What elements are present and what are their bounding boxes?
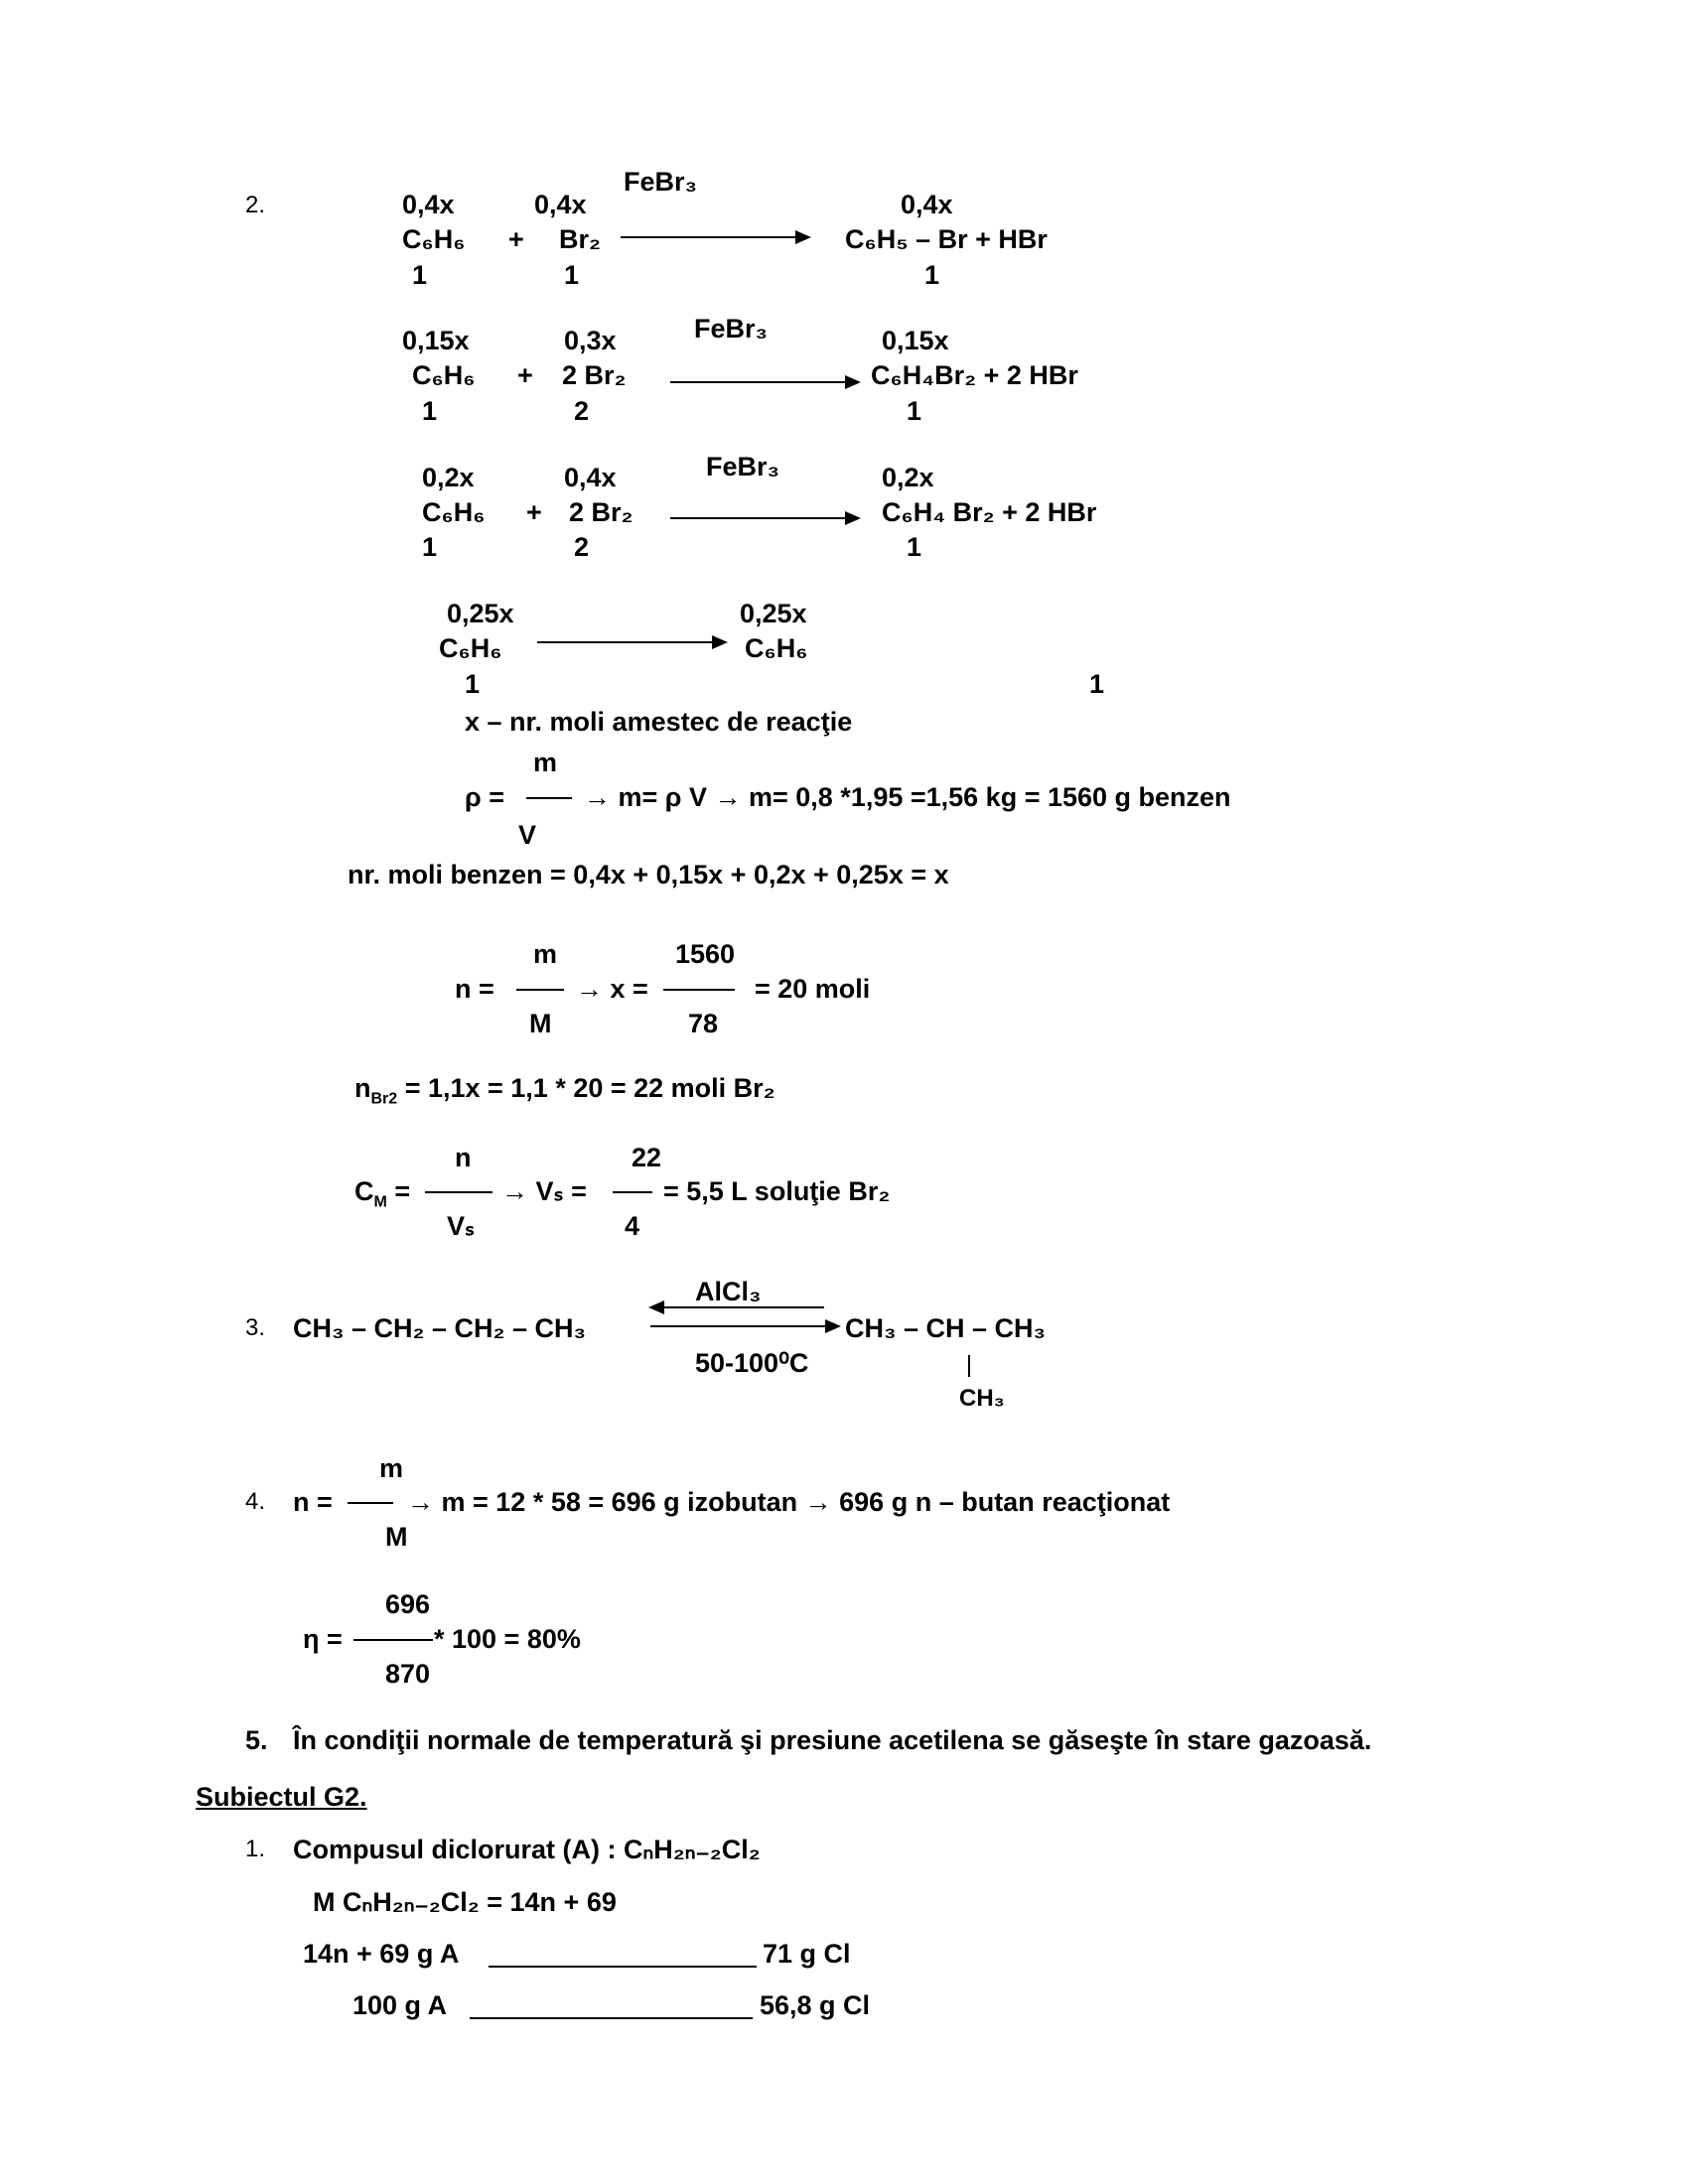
- r2-benzene: C₆H₆: [412, 360, 476, 390]
- cm-numerator-n: n: [455, 1143, 472, 1172]
- r3-catalyst: FeBr₃: [706, 452, 779, 481]
- r1-benzene: C₆H₆: [402, 224, 466, 254]
- isomerization-conditions: 50-100⁰C: [695, 1348, 809, 1378]
- r2-moles-br2: 0,3x: [564, 326, 617, 355]
- r3-br2: 2 Br₂: [569, 497, 633, 527]
- r2-coef-product: 1: [907, 396, 922, 426]
- eta-denominator: 870: [385, 1659, 431, 1689]
- g2-line-4-blank: [470, 2017, 753, 2019]
- item-number-2: 2.: [245, 192, 266, 218]
- r3-moles-product: 0,2x: [882, 463, 934, 492]
- r2-product: C₆H₄Br₂ + 2 HBr: [871, 360, 1078, 390]
- r3-reaction-arrow: [670, 517, 859, 519]
- n-middle: → x =: [576, 974, 648, 1004]
- r3-plus: +: [526, 497, 542, 527]
- r2-catalyst: FeBr₃: [694, 314, 768, 343]
- eta-numerator: 696: [385, 1589, 431, 1619]
- item4-denominator-M: M: [385, 1522, 408, 1552]
- r3-coef-br2: 2: [574, 532, 590, 562]
- cm-fraction-bar-1: [425, 1191, 492, 1193]
- cm-fraction-bar-2: [613, 1191, 652, 1193]
- g2-line-3-blank: [489, 1966, 757, 1968]
- g2-item-number-1: 1.: [245, 1836, 266, 1862]
- item4-rest: → m = 12 * 58 = 696 g izobutan → 696 g n – butan reacţionat: [407, 1487, 1171, 1517]
- r1-br2: Br₂: [559, 224, 602, 254]
- r4-moles-product: 0,25x: [740, 599, 807, 628]
- n-fraction-bar-2: [663, 989, 735, 991]
- r2-coef-benzene: 1: [422, 396, 438, 426]
- isomerization-branch: CH₃: [959, 1385, 1005, 1412]
- r1-moles-br2: 0,4x: [534, 190, 587, 219]
- r1-coef-br2: 1: [564, 260, 580, 290]
- item4-numerator-m: m: [379, 1453, 404, 1483]
- n-denominator-78: 78: [688, 1009, 719, 1038]
- isomerization-product: CH₃ – CH – CH₃: [845, 1313, 1046, 1343]
- g2-line-4-right: 56,8 g Cl: [760, 1990, 871, 2020]
- n-numerator-1560: 1560: [675, 939, 736, 969]
- g2-line-4-left: 100 g A: [352, 1990, 448, 2020]
- item5-text: În condiţii normale de temperatură şi presiune acetilena se găseşte în stare gazoasă.: [293, 1725, 1372, 1755]
- isomerization-catalyst: AlCl₃: [695, 1277, 762, 1306]
- rho-numerator: m: [533, 748, 558, 777]
- r3-product: C₆H₄ Br₂ + 2 HBr: [882, 497, 1097, 527]
- r4-coef-product: 1: [1089, 669, 1105, 699]
- g2-line-1: Compusul diclorurat (A) : CₙH₂ₙ₋₂Cl₂: [293, 1835, 761, 1864]
- cm-numerator-22: 22: [632, 1143, 662, 1172]
- forward-arrow: [650, 1325, 839, 1327]
- g2-line-3-left: 14n + 69 g A: [303, 1939, 460, 1969]
- r2-plus: +: [517, 360, 533, 390]
- benzene-moles-sum: nr. moli benzen = 0,4x + 0,15x + 0,2x + 0,25x = x: [348, 860, 949, 889]
- r1-plus: +: [508, 224, 524, 254]
- r1-product: C₆H₅ – Br + HBr: [845, 224, 1048, 254]
- eta-rest: * 100 = 80%: [434, 1624, 581, 1654]
- reverse-arrow: [650, 1306, 824, 1308]
- item4-lhs: n =: [293, 1487, 333, 1517]
- r3-coef-product: 1: [907, 532, 922, 562]
- r1-moles-product: 0,4x: [901, 190, 953, 219]
- g2-line-2: M CₙH₂ₙ₋₂Cl₂ = 14n + 69: [313, 1887, 617, 1917]
- r2-br2: 2 Br₂: [562, 360, 627, 390]
- cm-lhs: $C_M$ =: [354, 1176, 411, 1211]
- isomerization-reactant: CH₃ – CH₂ – CH₂ – CH₃: [293, 1313, 587, 1343]
- eta-fraction-bar: [353, 1639, 433, 1641]
- r4-benzene: C₆H₆: [439, 633, 502, 663]
- r3-coef-benzene: 1: [422, 532, 438, 562]
- r1-catalyst: FeBr₃: [624, 167, 697, 197]
- n-fraction-bar-1: [516, 989, 564, 991]
- r4-coef-benzene: 1: [465, 669, 481, 699]
- rho-lhs: ρ =: [465, 782, 504, 812]
- r4-moles-benzene: 0,25x: [447, 599, 514, 628]
- item-number-4: 4.: [245, 1488, 266, 1515]
- item-number-3: 3.: [245, 1314, 266, 1341]
- n-numerator-m: m: [533, 939, 558, 969]
- r1-coef-benzene: 1: [412, 260, 428, 290]
- cm-denominator-vs: Vₛ: [447, 1211, 476, 1241]
- r2-reaction-arrow: [670, 381, 859, 383]
- r1-moles-benzene: 0,4x: [402, 190, 455, 219]
- r2-coef-br2: 2: [574, 396, 590, 426]
- item-number-5: 5.: [245, 1725, 268, 1755]
- r2-moles-benzene: 0,15x: [402, 326, 470, 355]
- r2-moles-product: 0,15x: [882, 326, 949, 355]
- r4-reaction-arrow: [537, 641, 726, 643]
- r4-product: C₆H₆: [745, 633, 808, 663]
- r1-reaction-arrow: [621, 236, 809, 238]
- n-result: = 20 moli: [755, 974, 871, 1004]
- rho-rest: → m= ρ V → m= 0,8 *1,95 =1,56 kg = 1560 g benzen: [584, 782, 1231, 812]
- n-lhs: n =: [455, 974, 494, 1004]
- g2-heading: Subiectul G2.: [196, 1782, 367, 1812]
- r3-moles-br2: 0,4x: [564, 463, 617, 492]
- r1-coef-product: 1: [924, 260, 940, 290]
- r3-moles-benzene: 0,2x: [422, 463, 475, 492]
- g2-line-3-right: 71 g Cl: [763, 1939, 851, 1969]
- cm-middle: → Vₛ =: [501, 1176, 587, 1206]
- cm-denominator-4: 4: [625, 1211, 640, 1241]
- nbr2-line: $n_{Br2} = 1,1x = 1,1 * 20 = 22$ moli Br₂: [354, 1073, 775, 1108]
- x-definition: x – nr. moli amestec de reacţie: [465, 707, 853, 737]
- eta-lhs: η =: [303, 1624, 343, 1654]
- rho-denominator: V: [518, 820, 537, 850]
- r3-benzene: C₆H₆: [422, 497, 486, 527]
- item4-fraction-bar: [348, 1502, 393, 1504]
- n-denominator-M: M: [529, 1009, 552, 1038]
- rho-fraction-bar: [526, 797, 572, 799]
- cm-result: = 5,5 L soluţie Br₂: [663, 1176, 891, 1206]
- branch-bond: [968, 1355, 970, 1377]
